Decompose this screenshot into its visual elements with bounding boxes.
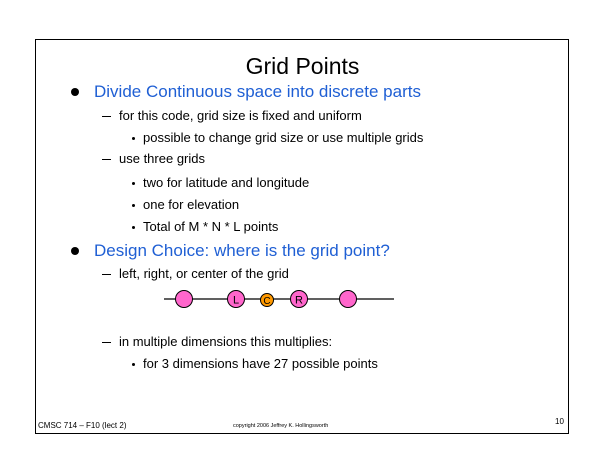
- bullet-dot-small: [132, 226, 135, 229]
- bullet-dot: [71, 88, 79, 96]
- dash-marker: [102, 342, 111, 343]
- dash-marker: [102, 274, 111, 275]
- bullet-dot-small: [132, 204, 135, 207]
- sub-sub-bullet-lat-long: two for latitude and longitude: [143, 175, 310, 190]
- dash-marker: [102, 159, 111, 160]
- sub-sub-bullet-27-points: for 3 dimensions have 27 possible points: [143, 356, 378, 371]
- footer-course: CMSC 714 – F10 (lect 2): [38, 421, 127, 430]
- bullet-dot-small: [132, 137, 135, 140]
- bullet-dot-small: [132, 182, 135, 185]
- bullet-dot-small: [132, 363, 135, 366]
- page-number: 10: [555, 417, 564, 426]
- grid-point-circle: [176, 291, 193, 308]
- sub-sub-bullet-elevation: one for elevation: [143, 197, 240, 212]
- bullet-design-choice: Design Choice: where is the grid point?: [94, 241, 390, 260]
- sub-sub-bullet-multiple-grids: possible to change grid size or use multiple grids: [143, 130, 424, 145]
- bullet-dot: [71, 247, 79, 255]
- bullet-divide-space: Divide Continuous space into discrete parts: [94, 82, 421, 101]
- sub-bullet-left-right-center: left, right, or center of the grid: [119, 266, 289, 281]
- label-center: C: [263, 296, 271, 307]
- label-left: L: [232, 294, 240, 307]
- slide-title: Grid Points: [245, 53, 360, 79]
- grid-point-diagram: [160, 284, 400, 314]
- footer-copyright: copyright 2006 Jeffrey K. Hollingsworth: [233, 423, 329, 429]
- label-right: R: [295, 294, 303, 307]
- grid-point-circle: [340, 291, 357, 308]
- sub-bullet-multiple-dimensions: in multiple dimensions this multiplies:: [119, 334, 333, 349]
- dash-marker: [102, 116, 111, 117]
- sub-bullet-three-grids: use three grids: [119, 151, 205, 166]
- sub-bullet-fixed-grid: for this code, grid size is fixed and uniform: [119, 108, 362, 123]
- sub-sub-bullet-total-points: Total of M * N * L points: [143, 219, 279, 234]
